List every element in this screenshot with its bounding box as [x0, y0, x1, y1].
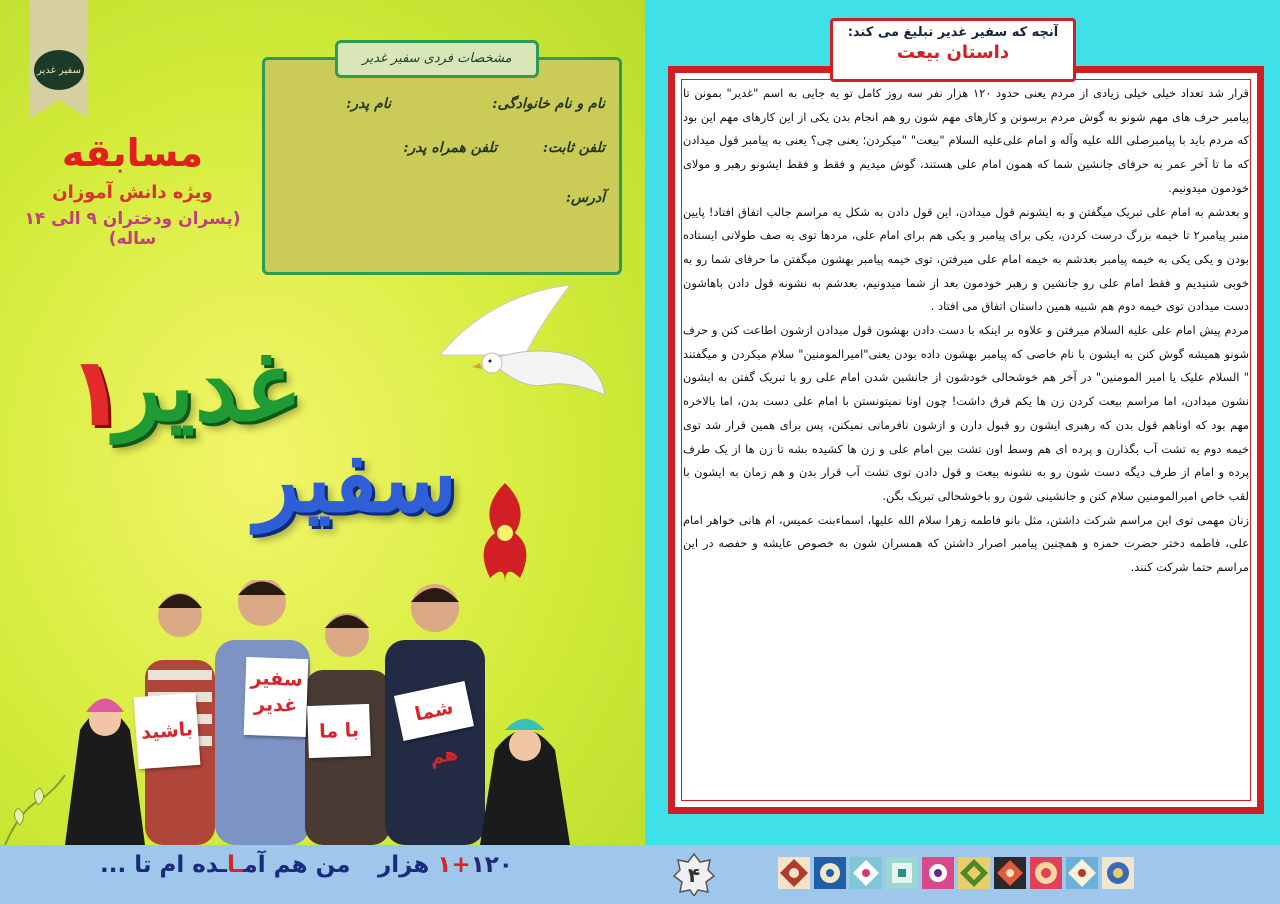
- tile-icon: [814, 857, 846, 889]
- tile-icon: [994, 857, 1026, 889]
- page-number-badge: [672, 852, 716, 896]
- story-header-sub: آنچه که سفیر غدیر تبلیغ می کند:: [847, 25, 1059, 40]
- logo-text: سفیر غدیر: [37, 64, 81, 76]
- title-number: ۱: [67, 336, 126, 448]
- contest-subtitle: ویژه دانش آموزان: [52, 182, 213, 203]
- form-heading: مشخصات فردی سفیر غدیر: [335, 40, 539, 78]
- tile-icon: [1030, 857, 1062, 889]
- story-header: [830, 18, 1076, 82]
- tile-icon: [1066, 857, 1098, 889]
- sign-bashid: باشید: [134, 693, 201, 769]
- phone-field-label: تلفن ثابت:: [542, 140, 605, 156]
- sign-shoma-ham: شما هم: [394, 681, 474, 741]
- address-field-label: آدرس:: [565, 190, 605, 206]
- story-paragraph-4: زنان مهمی توی این مراسم شرکت داشتن، مثل بانو فاطمه زهرا سلام الله علیها، اسماءبنت عمیس، ام هانی خواهر امام علی، فاطمه دختر حضرت حمزه و همچنین پیامبر اصرار داشتن که همسران شون به خصوص عایشه و حفصه در این مراسم حتما شرکت کنند.: [683, 512, 1249, 575]
- title-word-safir: سفیر: [255, 425, 458, 533]
- story-paragraph-1: قرار شد تعداد خیلی خیلی زیادی از مردم یعنی حدود ۱۲۰ هزار نفر سه روز کامل تو یه جایی به اسم "غدیر" بمونن تا پیامبر حرف های مهم شونو به گوش مردم برسونن و کارهای مهم شون رو هم انجام بدن یکی از این کارهای مهم این بود که مردم باید با پیامبرصلی الله علیه وآله و امام علی‌علیه السلام "بیعت" "میکردن؛ یعنی چی؟ یعنی به پیامبر قول میدادن که ما تا آخر عمر به حرفای جانشین شما که همون امام علی هستند، گوش میدیم و فقط و فقط ایشونو رهبر و مولای خودمون میدونیم.: [683, 86, 1249, 195]
- tile-icon: [922, 857, 954, 889]
- contest-age: (پسران ودختران ۹ الی ۱۴ ساله): [24, 209, 241, 249]
- tile-strip: [778, 857, 1134, 889]
- father-name-field-label: نام پدر:: [346, 96, 391, 112]
- personal-info-form: [262, 51, 622, 275]
- tile-icon: [886, 857, 918, 889]
- contest-block: [0, 130, 265, 249]
- tile-icon: [1102, 857, 1134, 889]
- slogan-ready: [100, 852, 351, 878]
- tile-icon: [778, 857, 810, 889]
- left-page: [0, 0, 645, 845]
- sign-safir-ghadir: سفیر غدیر: [244, 657, 309, 737]
- slogan-number: [378, 852, 513, 878]
- slogan-ready-part1: من هم آم: [243, 852, 351, 878]
- logo: [34, 50, 84, 90]
- name-field-label: نام و نام خانوادگی:: [492, 96, 605, 112]
- story-text: [683, 82, 1249, 580]
- slogan-ready-red: ـا: [226, 852, 244, 878]
- contest-title: مسابقه: [61, 131, 204, 175]
- slogan-number-main: ۱۲۰ هزار: [378, 852, 513, 878]
- slogan-ready-part2: ـده ام تا ...: [100, 852, 227, 878]
- story-paragraph-2: و بعدشم به امام علی تبریک میگفتن و به ایشونم قول میدادن، این قول دادن به شکل یه مراسم جالب اتفاق افتاد! پایین منبر پیامبر۲ تا خیمه بزرگ درست کردن، یکی برای پیامبر و یکی هم برای امام علی، مردها توی یه صف طولانی ایستاده بودن و یکی یکی به خیمه پیامبر بعدشم به خیمه امام علی میرفتن، توی خیمه پیامبر بهشون میگفتن ما حرفای شما رو به خوبی شنیدیم و فقط امام علی رو جانشین و رهبر خودمون بعد از شما میدونیم، بعدشم به نشونه قول دادن باهاشون دست میدادن توی خیمه دوم هم شبیه همین داستان اتفاق می افتاد .: [683, 204, 1249, 314]
- page-number: ۴: [687, 863, 701, 887]
- title-artwork: [55, 330, 535, 560]
- ornament-icon: [470, 478, 540, 588]
- tile-icon: [958, 857, 990, 889]
- title-word-ghadir: غدیر: [115, 330, 296, 443]
- floral-icon: [0, 770, 70, 845]
- sign-ba-ma: با ما: [307, 704, 371, 758]
- story-paragraph-3: مردم پیش امام علی علیه السلام میرفتن و علاوه بر اینکه با دست دادن بهشون قول میدادن ازشون اطاعت کنن و حرف شونو همیشه گوش کنن به ایشون با نام خاصی که پیامبر بهشون داده بودن یعنی"امیرالمومنین" سلام میکردن و میگفتند " السلام علیک یا امیر المومنین" در آخر هم خوشحالی خودشون از جانشین شدن امام علی رو با تبریک گفتن به ایشون نشون میدادن، اما مراسم بیعت کردن زن ها یکم فرق داشت! چون اونا نمیتونستن با امام علی دست بدن، اما بالاخره مهم بود که اوناهم قول بدن که رهبری ایشون رو قبول دارن و ازشون نافرمانی نمیکنن، پس برای همین قرار شد توی خیمه دوم یه تشت آب بگذارن و پرده ای هم وسط اون تشت بین امام علی و زن ها کشیده بشه تا زن ها از یک طرف پرده و امام از طرف دیگه دست شون رو به نشونه بیعت و قول دادن توی تشت آب قرار بدن و هم زمان به ایشون با لقب خاص امیرالمومنین سلام کنن و جانشینی شون رو باخوشحالی تبریک بگن.: [683, 323, 1249, 503]
- tile-icon: [850, 857, 882, 889]
- father-phone-field-label: تلفن همراه پدر:: [403, 140, 497, 156]
- slogan-number-red: ۱+: [437, 852, 471, 878]
- story-title: داستان بیعت: [896, 42, 1010, 63]
